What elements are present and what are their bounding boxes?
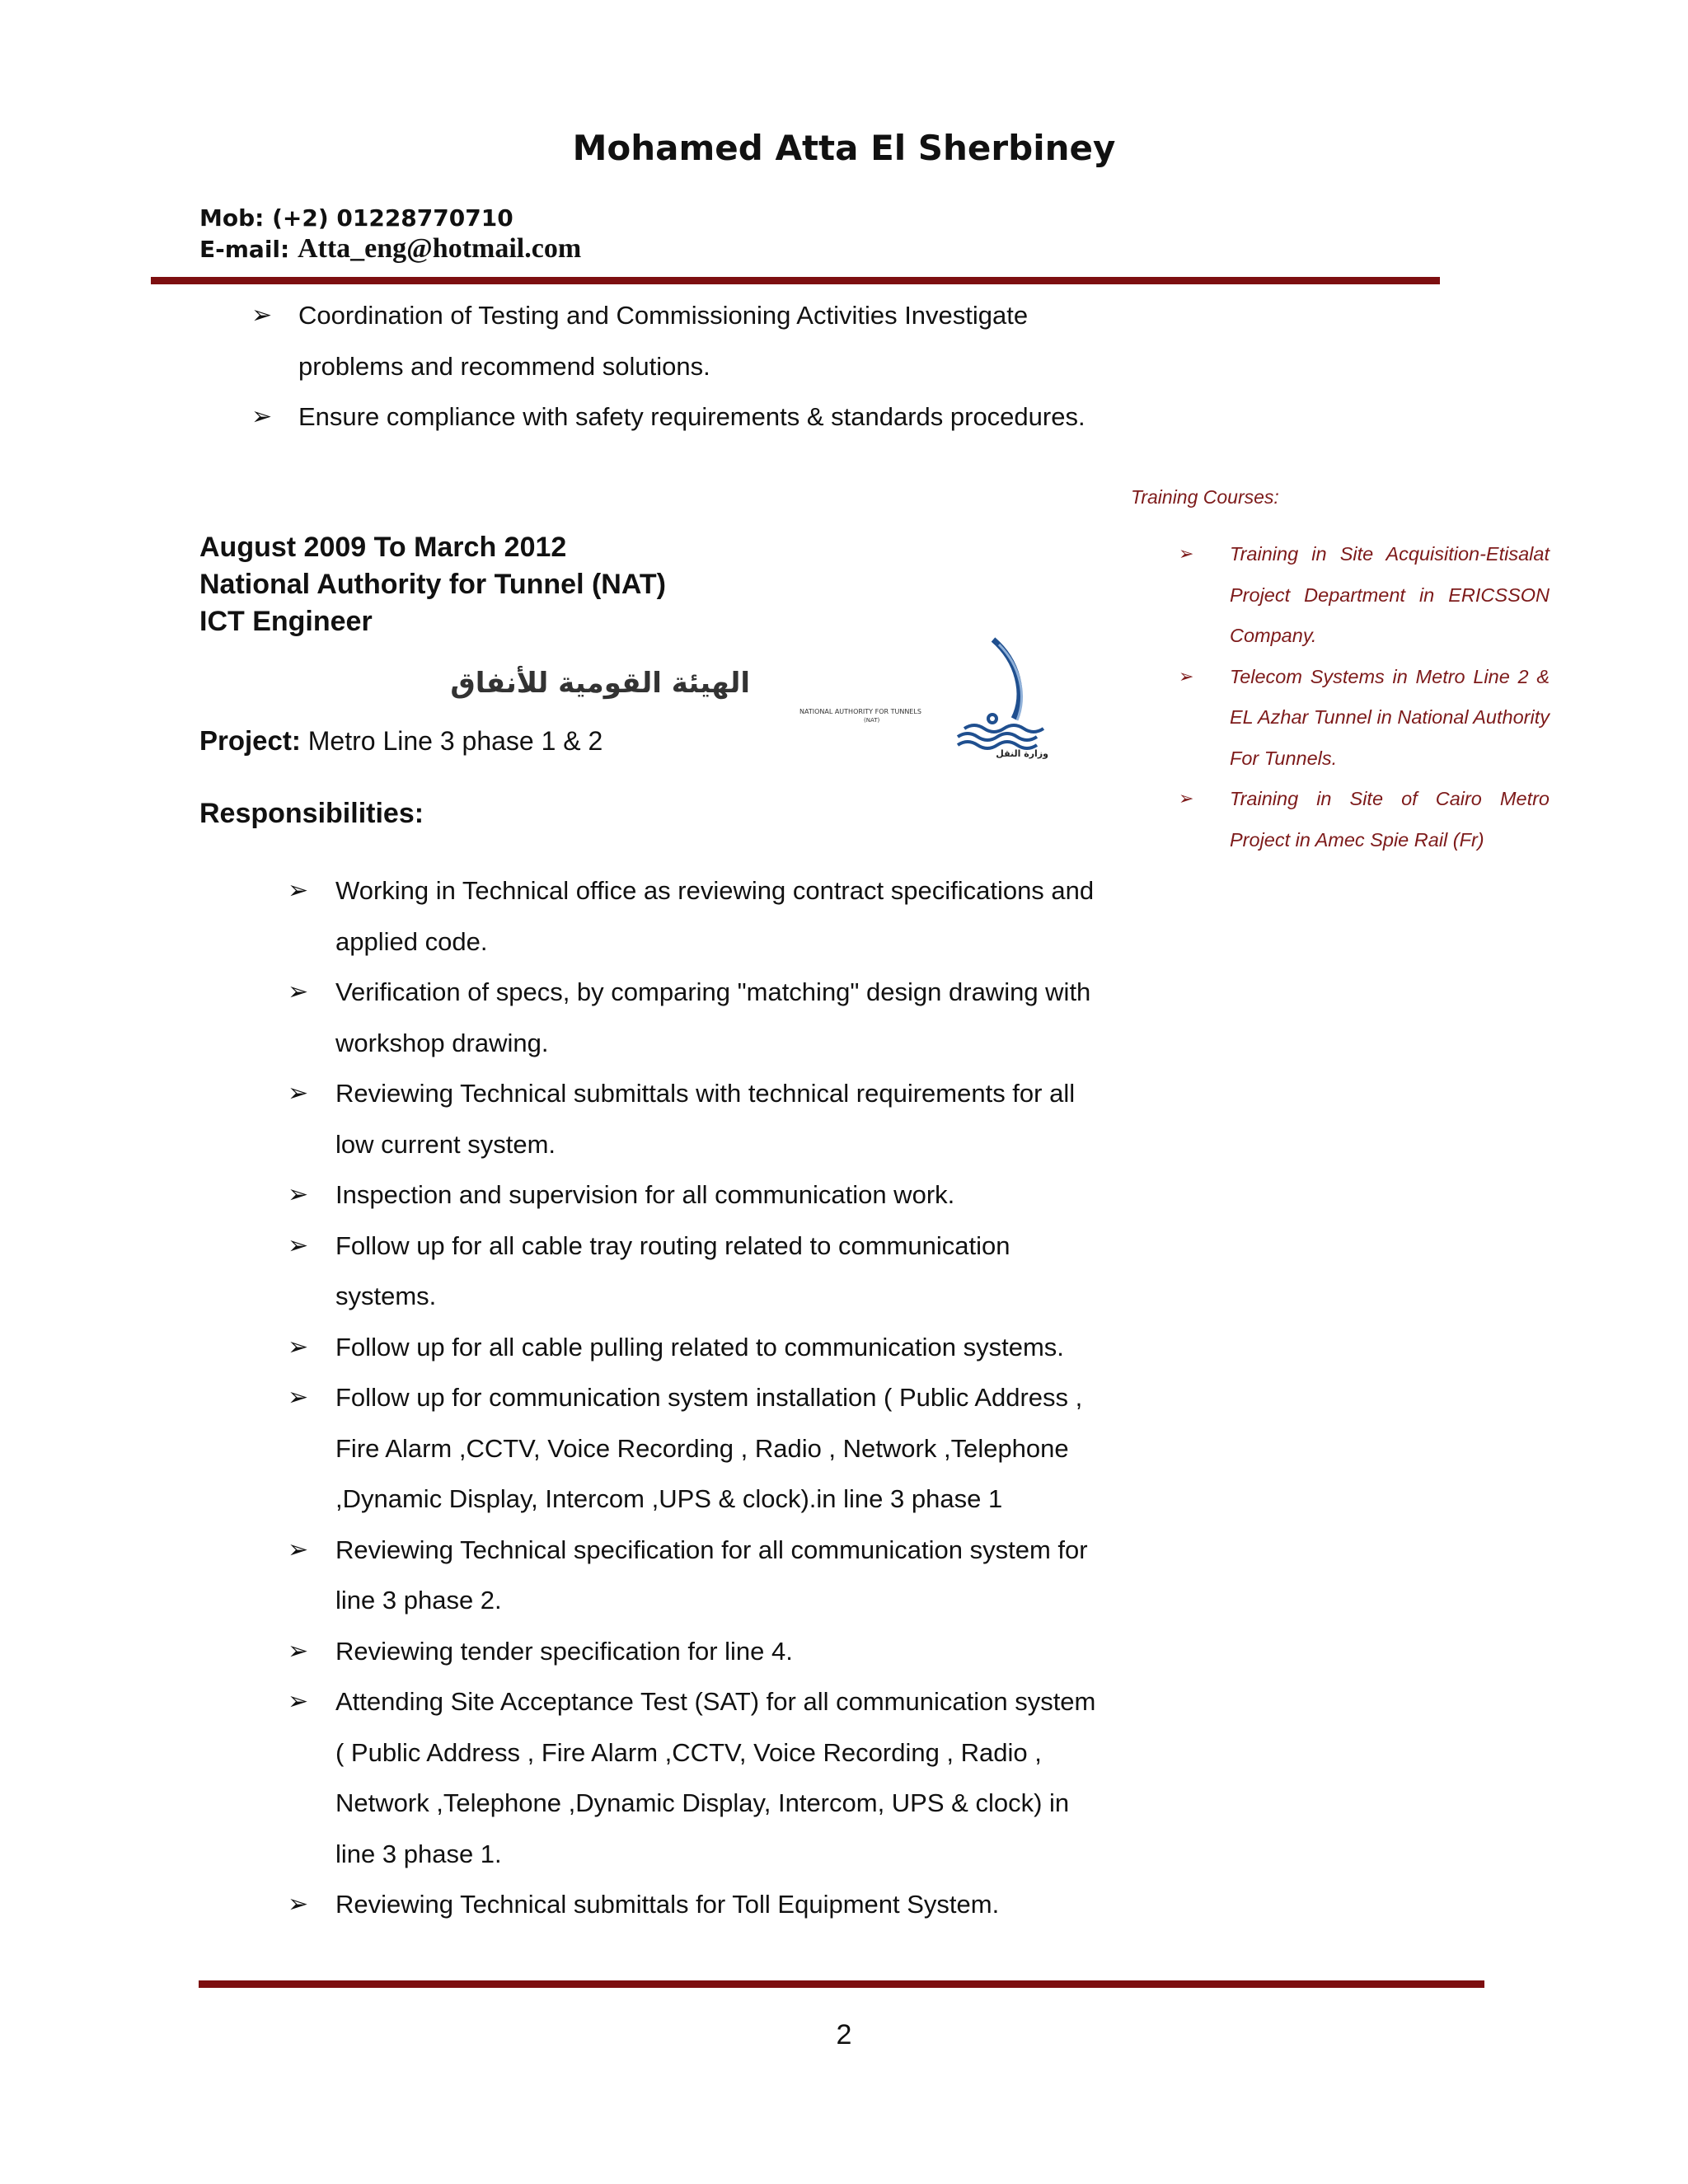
job-organization: National Authority for Tunnel (NAT) xyxy=(199,569,666,600)
list-item: ➢ Training in Site Acquisition-Etisalat Project Department in ERICSSON Company. xyxy=(1230,534,1550,657)
list-item: ➢ Follow up for communication system installation ( Public Address , Fire Alarm ,CCTV, Voice Recording , Radio , Network ,Telephone ,Dynamic Display, Intercom ,UPS & clock).in line 3 phase 1 xyxy=(335,1372,1110,1525)
email-label: E-mail: xyxy=(199,236,290,263)
project-value: Metro Line 3 phase 1 & 2 xyxy=(307,726,603,756)
arrow-bullet-icon: ➢ xyxy=(288,876,309,905)
resume-name: Mohamed Atta El Sherbiney xyxy=(572,128,1116,168)
arrow-bullet-icon: ➢ xyxy=(288,1230,309,1260)
list-item: ➢ Inspection and supervision for all communication work. xyxy=(335,1169,1110,1221)
arrow-bullet-icon: ➢ xyxy=(251,301,273,330)
responsibilities-list xyxy=(288,865,1110,1930)
list-item: ➢ Reviewing Technical specification for all communication system for line 3 phase 2. xyxy=(335,1525,1110,1626)
responsibilities-heading: Responsibilities: xyxy=(199,798,424,829)
arrow-bullet-icon: ➢ xyxy=(288,1383,309,1412)
mobile-number: Mob: (+2) 01228770710 xyxy=(199,204,513,232)
arrow-bullet-icon: ➢ xyxy=(288,1180,309,1209)
svg-text:(NAT): (NAT) xyxy=(864,717,880,724)
arrow-bullet-icon: ➢ xyxy=(288,1687,309,1716)
email-value[interactable]: Atta_eng@hotmail.com xyxy=(297,233,582,264)
arrow-bullet-icon: ➢ xyxy=(288,1079,309,1108)
training-courses-list xyxy=(1179,534,1550,860)
arrow-bullet-icon: ➢ xyxy=(288,1332,309,1361)
footer-divider xyxy=(199,1980,1484,1988)
arrow-bullet-icon: ➢ xyxy=(288,1535,309,1564)
list-item: ➢ Coordination of Testing and Commissioning Activities Investigate problems and recommend solutions. xyxy=(298,290,1090,391)
arrow-bullet-icon: ➢ xyxy=(1179,666,1194,687)
list-item: ➢ Attending Site Acceptance Test (SAT) for all communication system ( Public Address , Fire Alarm ,CCTV, Voice Recording , Radio , Network ,Telephone ,Dynamic Display, Intercom, UPS & clock) in line 3 phase 1. xyxy=(335,1676,1110,1879)
project-label: Project: xyxy=(199,725,301,756)
list-item: ➢ Reviewing Technical submittals with technical requirements for all low current system. xyxy=(335,1068,1110,1169)
list-item: ➢ Telecom Systems in Metro Line 2 & EL Azhar Tunnel in National Authority For Tunnels. xyxy=(1230,657,1550,780)
list-item: ➢ Verification of specs, by comparing "matching" design drawing with workshop drawing. xyxy=(335,967,1110,1068)
svg-text:الهيئة القومية للأنفاق: الهيئة القومية للأنفاق xyxy=(450,667,750,700)
job-period: August 2009 To March 2012 xyxy=(199,532,567,563)
svg-text:NATIONAL AUTHORITY FOR TUNNELS: NATIONAL AUTHORITY FOR TUNNELS xyxy=(799,708,921,715)
list-item: ➢ Follow up for all cable pulling related to communication systems. xyxy=(335,1322,1110,1373)
job-role: ICT Engineer xyxy=(199,606,373,637)
arrow-bullet-icon: ➢ xyxy=(288,1636,309,1666)
training-courses-heading: Training Courses: xyxy=(1131,486,1279,508)
list-item: ➢ Follow up for all cable tray routing related to communication systems. xyxy=(335,1221,1110,1322)
list-item: ➢ Reviewing Technical submittals for Toll Equipment System. xyxy=(335,1879,1110,1930)
list-item: ➢ Training in Site of Cairo Metro Project in Amec Spie Rail (Fr) xyxy=(1230,779,1550,860)
page-number: 2 xyxy=(836,2019,852,2050)
arrow-bullet-icon: ➢ xyxy=(251,402,273,431)
arrow-bullet-icon: ➢ xyxy=(288,977,309,1006)
list-item: ➢ Reviewing tender specification for line 4. xyxy=(335,1626,1110,1677)
header-divider xyxy=(151,277,1440,284)
list-item: ➢ Ensure compliance with safety requirements & standards procedures. xyxy=(298,391,1090,443)
project-line xyxy=(199,725,603,757)
continued-bullet-list xyxy=(251,290,1090,443)
arrow-bullet-icon: ➢ xyxy=(1179,789,1194,809)
svg-text:وزارة النقل: وزارة النقل xyxy=(996,748,1048,759)
arrow-bullet-icon: ➢ xyxy=(1179,544,1194,565)
list-item: ➢ Working in Technical office as reviewing contract specifications and applied code. xyxy=(335,865,1110,967)
arrow-bullet-icon: ➢ xyxy=(288,1890,309,1919)
email-line xyxy=(199,233,581,265)
